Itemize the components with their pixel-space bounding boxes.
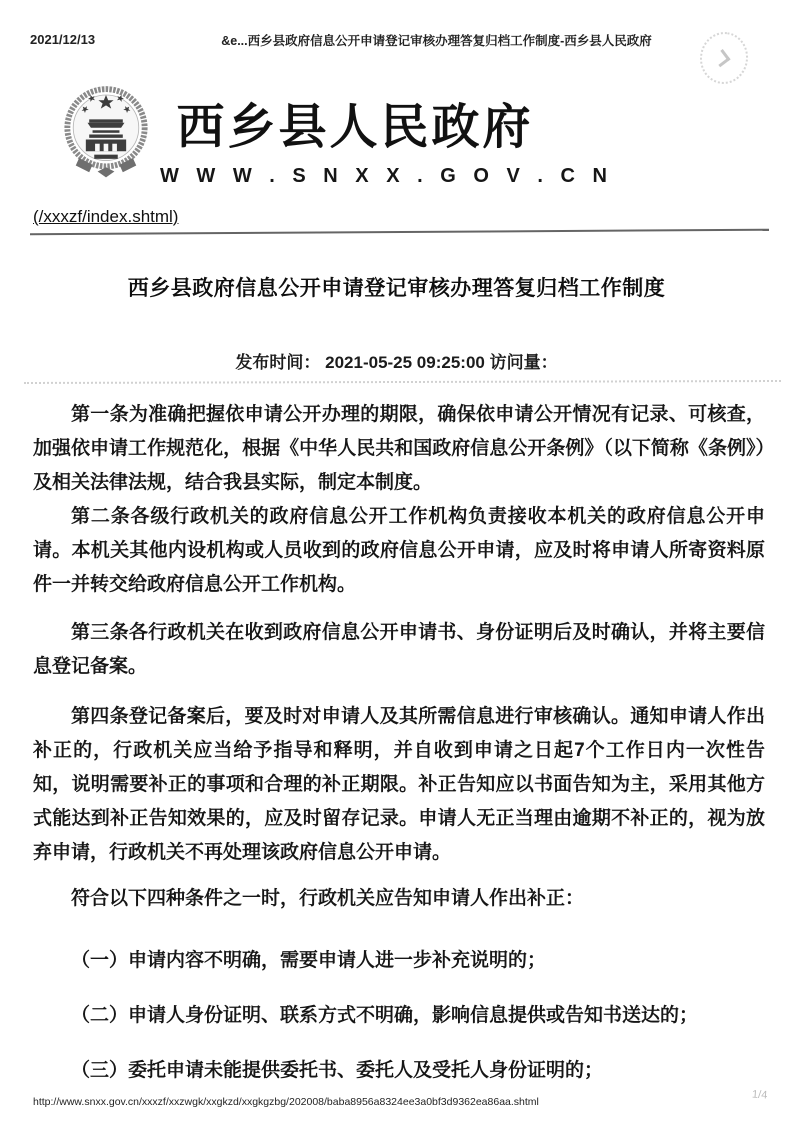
paragraph: 第四条登记备案后，要及时对申请人及其所需信息进行审核确认。通知申请人作出补正的，行政机关应当给予指导和释明，并自收到申请之日起7个工作日内一次性告知，说明需要补正的事项和合理的补正期限。补正告知应以书面告知为主，采用其他方式能达到补正告知效果的，应及时留存记录。申请人无正当理由逾期不补正的，视为放弃申请，行政机关不再处理该政府信息公开申请。 — [33, 706, 765, 863]
print-footer-page-number: 1/4 — [751, 1088, 768, 1102]
article-meta: 发布时间： 2021-05-25 09:25:00 访问量： — [235, 353, 558, 372]
china-national-emblem-icon — [64, 84, 148, 195]
site-name: 西乡县人民政府 — [176, 101, 534, 154]
condition-item-1: （一）申请内容不明确，需要申请人进一步补充说明的； — [71, 950, 547, 971]
site-masthead — [160, 88, 613, 188]
print-header-title: &e...西乡县政府信息公开申请登记审核办理答复归档工作制度-西乡县人民政府 — [221, 34, 652, 48]
chevron-right-icon — [712, 49, 730, 67]
paragraph: 第一条为准确把握依申请公开办理的期限，确保依申请公开情况有记录、可核查，加强依申请工作规范化，根据《中华人民共和国政府信息公开条例》（以下简称《条例》）及相关法律法规，结合我县实际，制定本制度。 — [33, 404, 765, 493]
home-link[interactable]: (/xxxzf/index.shtml) — [33, 207, 179, 226]
meta-divider — [24, 380, 781, 384]
print-footer-url: http://www.snxx.gov.cn/xxxzf/xxzwgk/xxgkzd/xxgkgzbg/202008/baba8956a8324ee3a0bf3d9362ea86aa.shtml — [33, 1096, 539, 1108]
article-title: 西乡县政府信息公开申请登记审核办理答复归档工作制度 — [127, 277, 666, 300]
condition-item-2: （二）申请人身份证明、联系方式不明确，影响信息提供或告知书送达的； — [71, 1005, 699, 1026]
condition-item-3: （三）委托申请未能提供委托书、委托人及受托人身份证明的； — [71, 1060, 604, 1081]
conditions-intro: 符合以下四种条件之一时，行政机关应告知申请人作出补正： — [71, 888, 585, 909]
print-header-date: 2021/12/13 — [30, 32, 96, 47]
paragraph: 第三条各行政机关在收到政府信息公开申请书、身份证明后及时确认，并将主要信息登记备案。 — [33, 622, 765, 677]
header-divider — [30, 229, 769, 236]
site-domain: W W W . S N X X . G O V . C N — [160, 165, 613, 187]
paragraph: 第二条各级行政机关的政府信息公开工作机构负责接收本机关的政府信息公开申请。本机关其他内设机构或人员收到的政府信息公开申请，应及时将申请人所寄资料原件一并转交给政府信息公开工作机构。 — [33, 506, 765, 595]
article-body — [33, 398, 765, 1088]
